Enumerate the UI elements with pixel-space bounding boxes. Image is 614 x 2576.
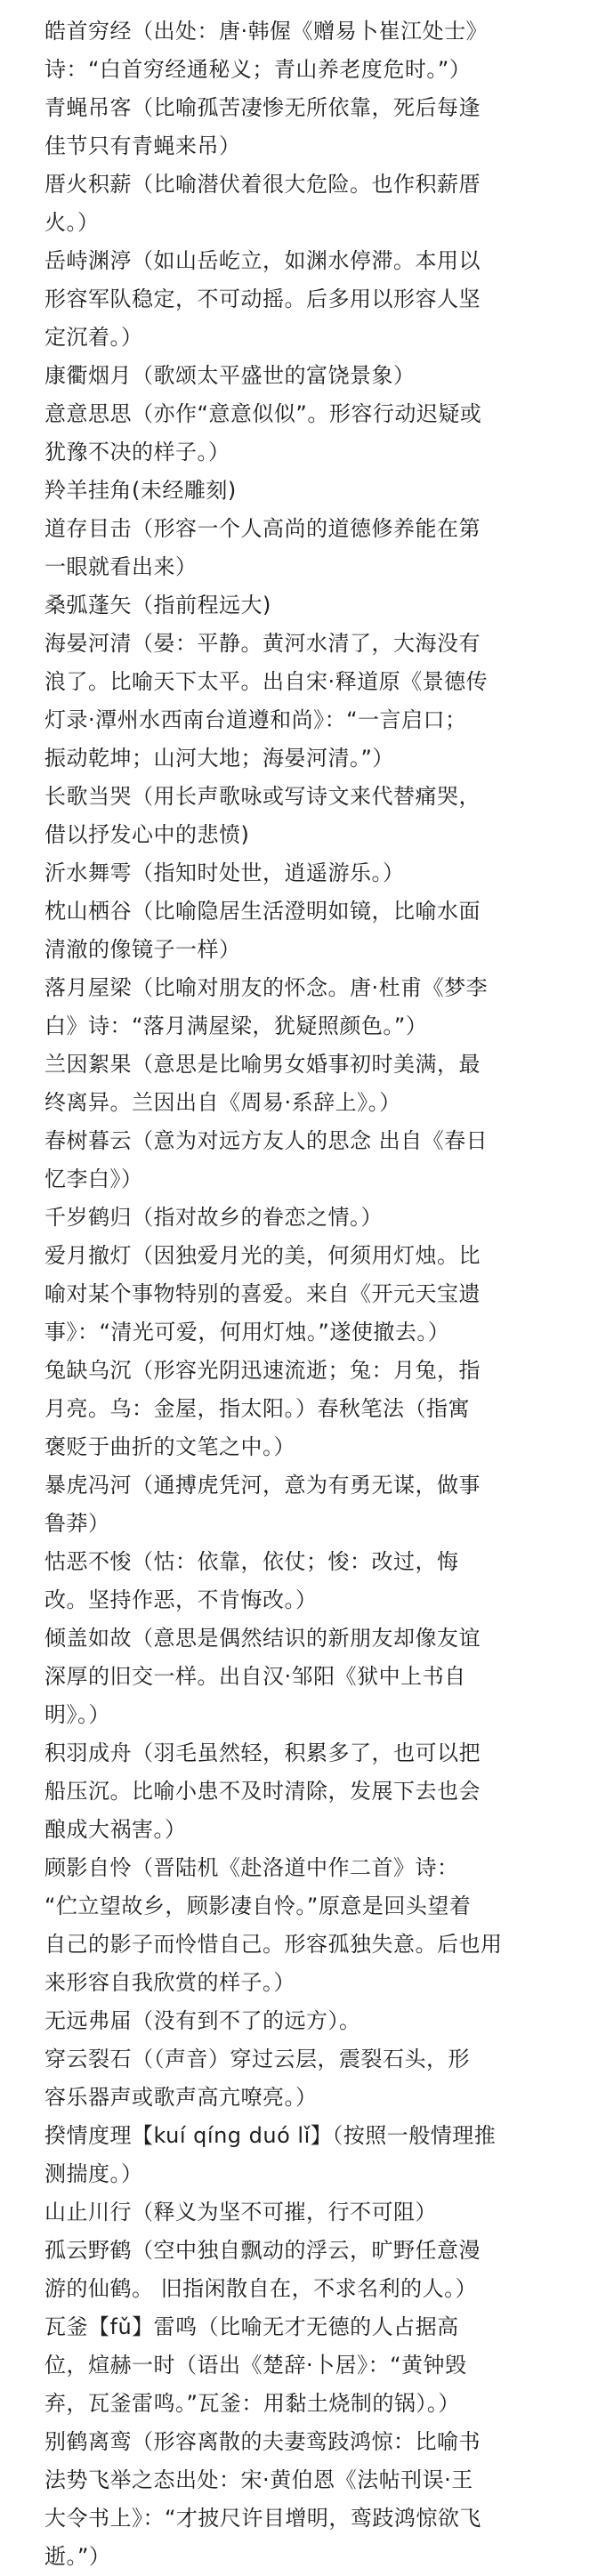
text-line: 海晏河清（晏：平静。黄河水清了，大海没有	[44, 631, 481, 656]
text-line: 清澈的像镜子一样）	[44, 937, 241, 962]
text-line: 桑弧蓬矢（指前程远大)	[44, 593, 271, 618]
text-line: 定沉着。）	[44, 325, 143, 350]
text-line: 白》诗：“落月满屋梁，犹疑照颜色。”）	[44, 1013, 428, 1038]
text-line: 倾盖如故（意思是偶然结识的新朋友却像友谊	[44, 1626, 481, 1651]
text-line: 佳节只有青蝇来吊）	[44, 133, 241, 158]
text-line: 爱月撤灯（因独爱月光的美，何须用灯烛。比	[44, 1243, 481, 1268]
text-line: 诗：“白首穷经通秘义；青山养老度危时。”）	[44, 57, 472, 82]
text-line: 沂水舞雩（指知时处世，逍遥游乐。）	[44, 860, 405, 885]
text-line: 忆李白》）	[44, 1167, 143, 1191]
text-line: 顾影自怜（晋陆机《赴洛道中作二首》诗：	[44, 1855, 459, 1880]
text-line: 揆情度理【kuí qíng duó lǐ】（按照一般情理推	[44, 2123, 497, 2148]
text-line: 喻对某个事物特别的喜爱。来自《开元天宝遗	[44, 1281, 481, 1306]
text-line: 意意思思（亦作“意意似似”。形容行动迟疑或	[44, 401, 482, 426]
text-line: 火。）	[44, 210, 100, 235]
text-line: 船压沉。比喻小患不及时清除，发展下去也会	[44, 1779, 481, 1804]
text-line: 事》：“清光可爱，何用灯烛。”遂使撤去。）	[44, 1320, 450, 1345]
text-line: 弃，瓦釜雷鸣。”瓦釜：用黏土烧制的锅）。）	[44, 2391, 460, 2416]
text-line: 暴虎冯河（通搏虎凭河，意为有勇无谋，做事	[44, 1473, 481, 1498]
text-line: 孤云野鹤（空中独自飘动的浮云，旷野任意漫	[44, 2238, 481, 2263]
text-line: 兔缺乌沉（形容光阴迅速流逝；兔：月兔，指	[44, 1358, 481, 1383]
text-line: 犹豫不决的样子。）	[44, 440, 230, 464]
text-line: 怙恶不悛（怙：依靠，依仗；悛：改过，悔	[44, 1549, 459, 1574]
text-line: 兰因絮果（意思是比喻男女婚事初时美满，最	[44, 1052, 481, 1077]
text-line: 褒贬于曲折的文笔之中。）	[44, 1434, 295, 1459]
text-line: 别鹤离鸾（形容离散的夫妻鸾跂鸿惊：比喻书	[44, 2429, 481, 2454]
text-line: 改。坚持作恶，不肯悔改。）	[44, 1587, 318, 1612]
text-line: 浪了。比喻天下太平。出自宋·释道原《景德传	[44, 669, 489, 694]
text-line: 测揣度。）	[44, 2161, 143, 2186]
text-line: 岳峙渊渟（如山岳屹立，如渊水停滞。本用以	[44, 248, 481, 273]
text-line: 游的仙鹤。 旧指闲散自在，不求名利的人。）	[44, 2276, 478, 2301]
text-line: 月亮。乌：金屋，指太阳。）春秋笔法（指寓	[44, 1396, 470, 1421]
text-line: 鲁莽）	[44, 1511, 110, 1536]
text-line: 逝。”）	[44, 2544, 111, 2569]
text-line: 千岁鹤归（指对故乡的眷恋之情。）	[44, 1205, 383, 1230]
text-line: 一眼就看出来）	[44, 554, 198, 579]
text-line: “伫立望故乡，顾影凄自怜。”原意是回头望着	[44, 1894, 472, 1918]
text-line: 无远弗届（没有到不了的远方）。	[44, 2008, 361, 2033]
text-line: 厝火积薪（比喻潜伏着很大危险。也作积薪厝	[44, 172, 481, 197]
text-line: 落月屋梁（比喻对朋友的怀念。唐·杜甫《梦李	[44, 975, 489, 1000]
text-line: 深厚的旧交一样。出自汉·邹阳《狱中上书自	[44, 1664, 466, 1689]
text-line: 道存目击（形容一个人高尚的道德修养能在第	[44, 516, 481, 541]
text-line: 位，煊赫一时（语出《楚辞·卜居》：“黄钟毁	[44, 2353, 467, 2378]
text-line: 借以抒发心中的悲愤)	[44, 822, 250, 847]
text-line: 终离异。兰因出自《周易·系辞上》。）	[44, 1090, 401, 1115]
text-line: 羚羊挂角(未经雕刻)	[44, 478, 237, 503]
text-line: 枕山栖谷（比喻隐居生活澄明如镜，比喻水面	[44, 899, 481, 924]
text-line: 长歌当哭（用长声歌咏或写诗文来代替痛哭，	[44, 784, 481, 809]
text-line: 青蝇吊客（比喻孤苦凄惨无所依靠，死后每逢	[44, 95, 481, 120]
text-line: 瓦釜【fǔ】雷鸣（比喻无才无德的人占据高	[44, 2314, 459, 2339]
text-line: 来形容自我欣赏的样子。）	[44, 1970, 295, 1995]
text-line: 自己的影子而怜惜自己。形容孤独失意。后也用	[44, 1932, 503, 1957]
text-line: 春树暮云（意为对远方友人的思念 出自《春日	[44, 1128, 489, 1153]
text-line: 穿云裂石（（声音）穿过云层，震裂石头，形	[44, 2047, 470, 2071]
text-line: 明》。）	[44, 1702, 110, 1727]
text-line: 皓首穷经（出处：唐·韩偓《赠易卜崔江处士》	[44, 19, 489, 44]
text-line: 法势飞举之态出处：宋·黄伯恩《法帖刊误·王	[44, 2467, 473, 2492]
text-line: 形容军队稳定，不可动摇。后多用以形容人坚	[44, 287, 481, 311]
text-line: 积羽成舟（羽毛虽然轻，积累多了，也可以把	[44, 1740, 481, 1765]
text-line: 山止川行（释义为坚不可摧，行不可阻）	[44, 2200, 437, 2225]
text-line: 容乐器声或歌声高亢嘹亮。）	[44, 2085, 318, 2110]
text-line: 大令书上》：“才披尺许目增明，鸾跂鸿惊欲飞	[44, 2506, 481, 2531]
text-line: 康衢烟月（歌颂太平盛世的富饶景象）	[44, 363, 416, 388]
text-line: 酿成大祸害。）	[44, 1817, 187, 1842]
text-line: 振动乾坤；山河大地；海晏河清。”）	[44, 746, 394, 771]
text-line: 灯录·潭州水西南台道遵和尚》：“一言启口；	[44, 707, 467, 732]
